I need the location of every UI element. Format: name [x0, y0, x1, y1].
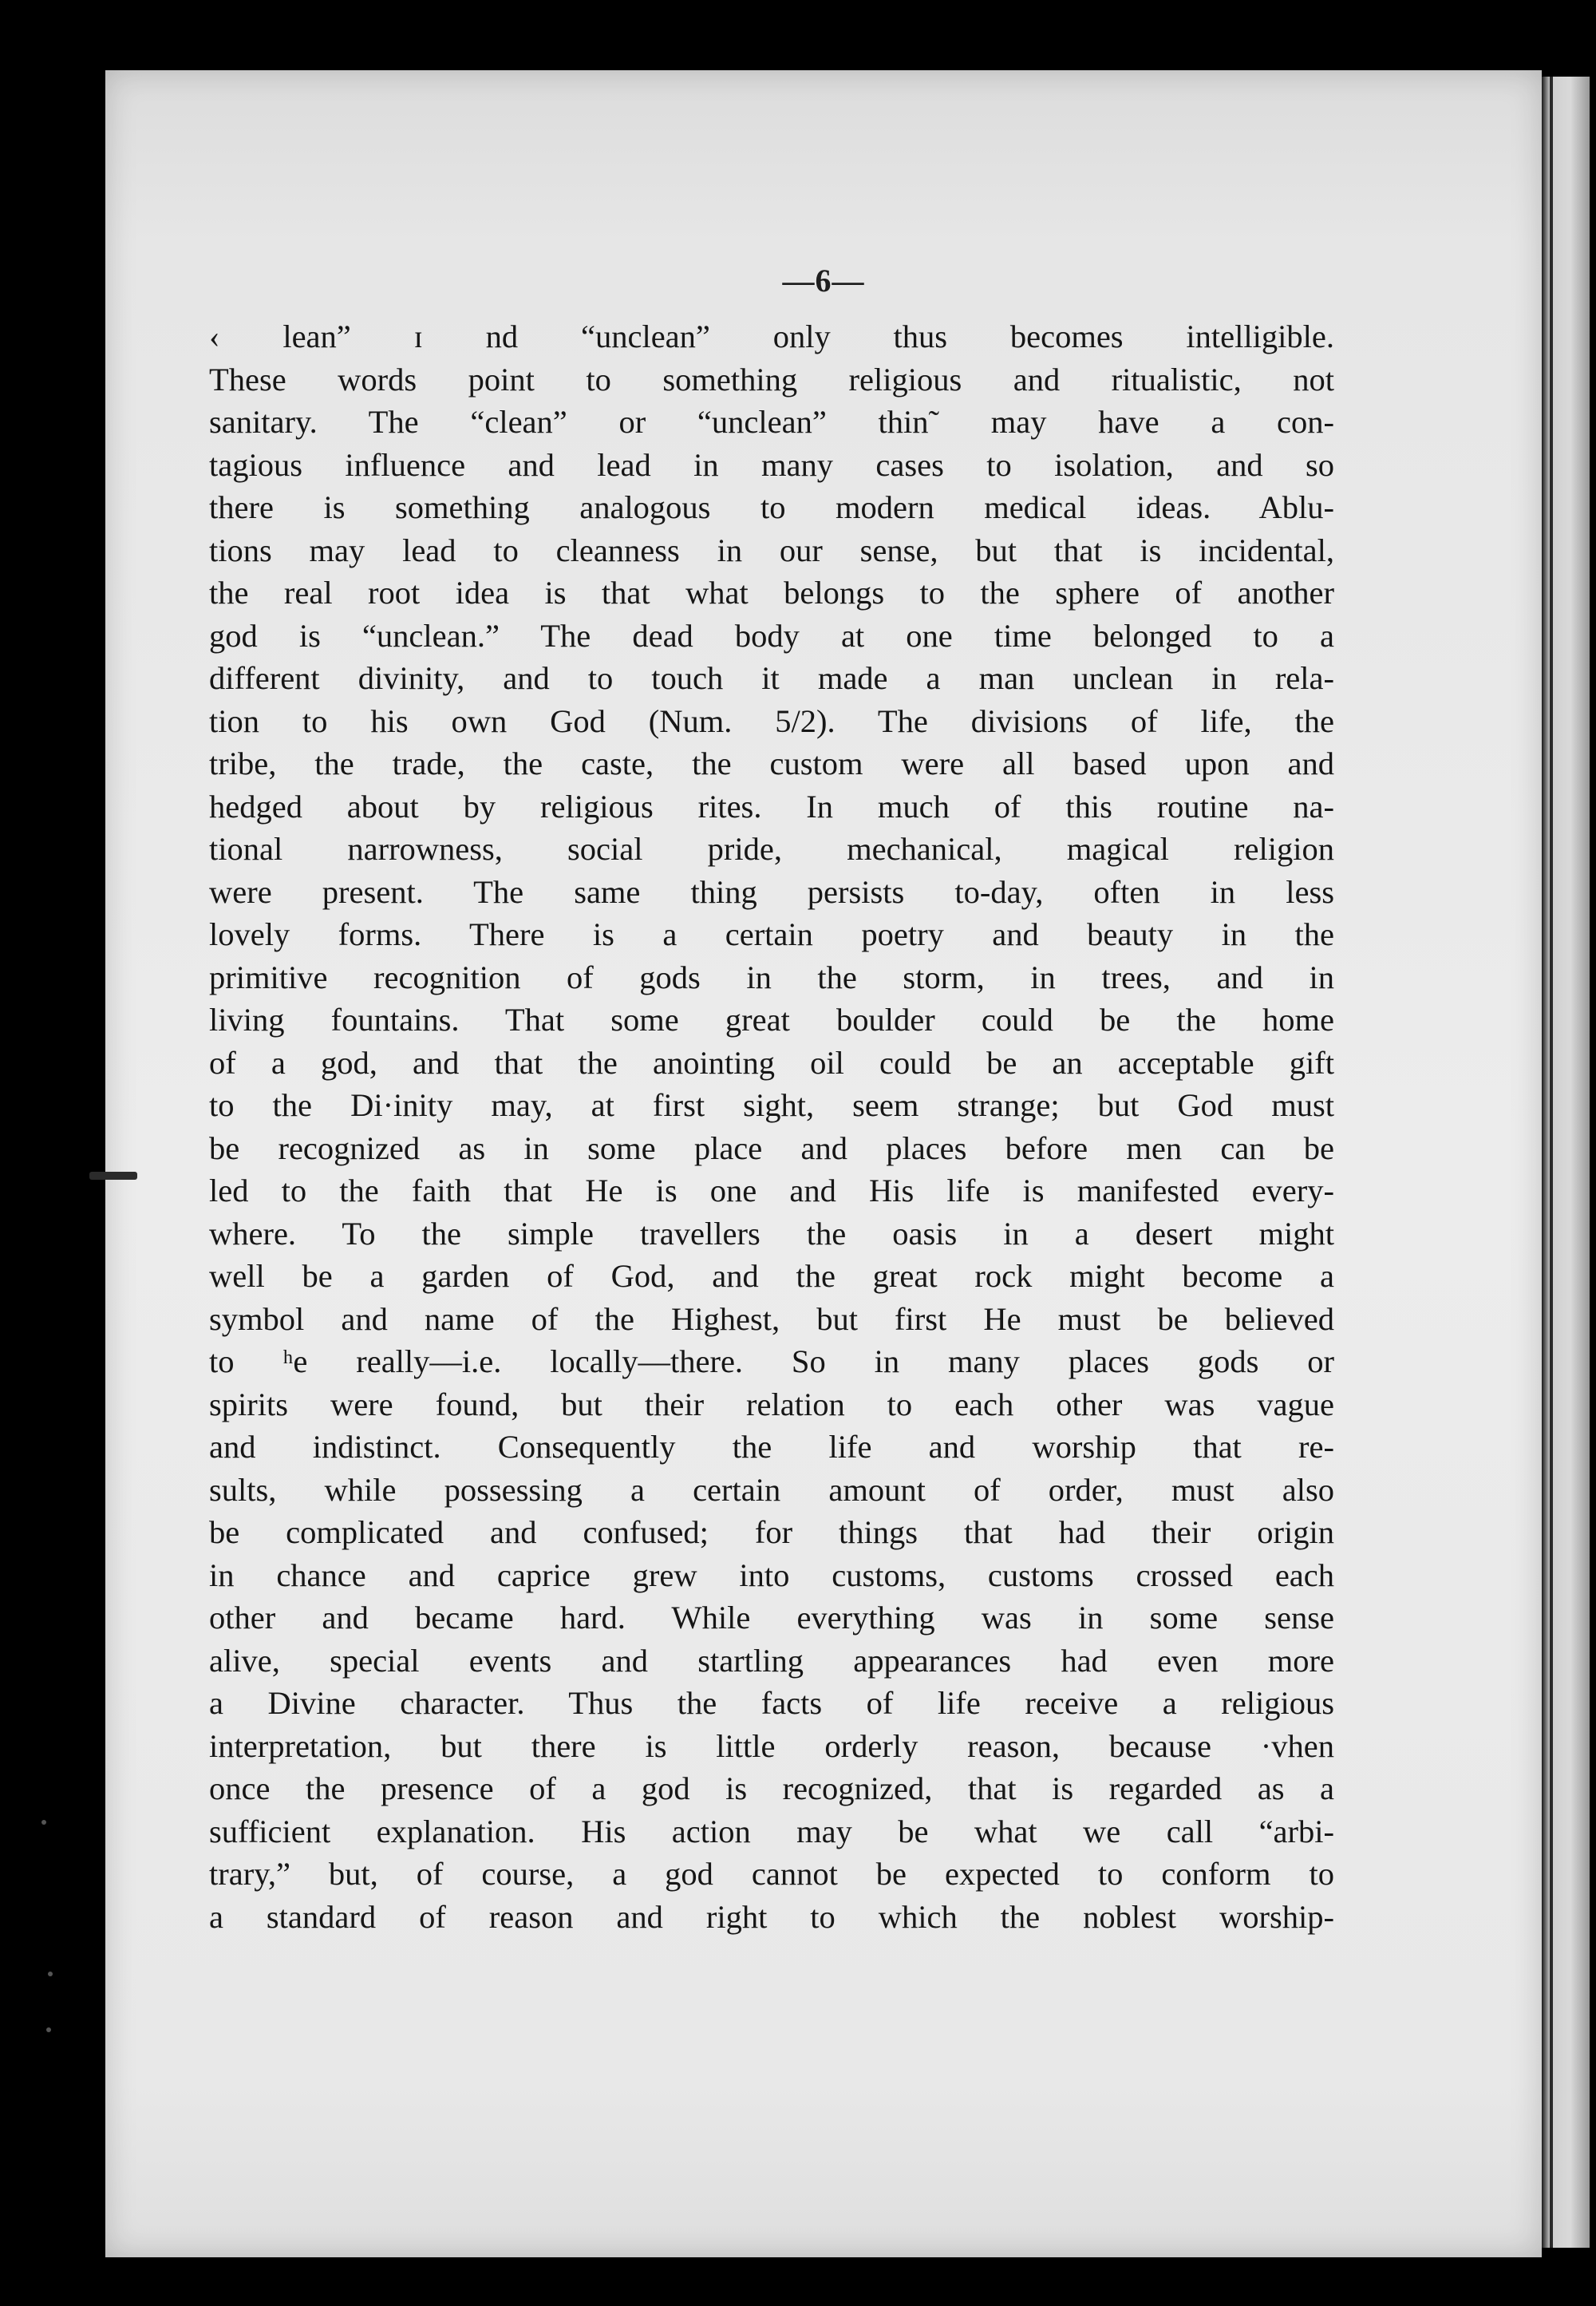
text-line: tagious influence and lead in many cases to isolation, and so	[209, 446, 1334, 483]
text-line: spirits were found, but their relation to each other was vague	[209, 1386, 1334, 1422]
text-line: be recognized as in some place and places before men can be	[209, 1129, 1334, 1166]
text-line: tribe, the trade, the caste, the custom were all based upon and	[209, 746, 1334, 781]
text-line: the real root idea is that what belongs to the sphere of another	[209, 575, 1334, 611]
text-line: in chance and caprice grew into customs, customs crossed each	[209, 1556, 1334, 1593]
text-line: were present. The same thing persists to-day, often in less	[209, 873, 1334, 910]
text-line: trary,” but, of course, a god cannot be expected to conform to	[209, 1856, 1334, 1892]
scan-speck	[41, 1820, 46, 1825]
text-line: These words point to something religious and ritualistic, not	[209, 361, 1334, 398]
page-fold-line	[1550, 77, 1553, 2248]
text-line: of a god, and that the anointing oil could be an acceptable gift	[209, 1044, 1334, 1081]
text-line: ‹ lean” ɪ nd “unclean” only thus becomes intelligible.	[209, 318, 1334, 354]
page-number: —6—	[782, 263, 865, 299]
text-line: primitive recognition of gods in the storm, in trees, and in	[209, 959, 1334, 995]
scan-speck	[48, 1972, 53, 1976]
text-line: alive, special events and startling appearances had even more	[209, 1642, 1334, 1679]
text-line: living fountains. That some great boulder could be the home	[209, 1002, 1334, 1038]
text-line: there is something analogous to modern medical ideas. Ablu-	[209, 489, 1334, 525]
text-line: to ʰe really—i.e. locally—there. So in many places gods or	[209, 1343, 1334, 1379]
text-line: be complicated and confused; for things that had their origin	[209, 1514, 1334, 1550]
text-line: interpretation, but there is little orderly reason, because ·vhen	[209, 1727, 1334, 1764]
text-line: other and became hard. While everything was in some sense	[209, 1600, 1334, 1636]
body-text	[209, 315, 1334, 1938]
text-line: tional narrowness, social pride, mechanical, magical religion	[209, 831, 1334, 867]
text-line: symbol and name of the Highest, but first He must be believed	[209, 1300, 1334, 1337]
text-line: god is “unclean.” The dead body at one time belonged to a	[209, 617, 1334, 654]
text-line: a Divine character. Thus the facts of life receive a religious	[209, 1685, 1334, 1721]
text-line: hedged about by religious rites. In much of this routine na-	[209, 788, 1334, 825]
margin-mark	[89, 1172, 137, 1180]
scan-speck	[46, 2027, 51, 2032]
text-line: a standard of reason and right to which the noblest worship-	[209, 1898, 1334, 1935]
text-line: once the presence of a god is recognized, that is regarded as a	[209, 1770, 1334, 1806]
text-line: sults, while possessing a certain amount of order, must also	[209, 1471, 1334, 1508]
text-line: different divinity, and to touch it made a man unclean in rela-	[209, 660, 1334, 696]
text-line: well be a garden of God, and the great rock might become a	[209, 1258, 1334, 1294]
text-line: led to the faith that He is one and His life is manifested every-	[209, 1173, 1334, 1208]
text-line: lovely forms. There is a certain poetry and beauty in the	[209, 916, 1334, 952]
text-line: to the Di·inity may, at first sight, seem strange; but God must	[209, 1087, 1334, 1123]
text-line: tions may lead to cleanness in our sense, but that is incidental,	[209, 532, 1334, 568]
text-line: sanitary. The “clean” or “unclean” thin˜ may have a con-	[209, 404, 1334, 440]
text-line: sufficient explanation. His action may be what we call “arbi-	[209, 1813, 1334, 1849]
text-line: tion to his own God (Num. 5/2). The divisions of life, the	[209, 702, 1334, 739]
text-line: where. To the simple travellers the oasis in a desert might	[209, 1215, 1334, 1252]
text-line: and indistinct. Consequently the life and worship that re-	[209, 1429, 1334, 1465]
adjacent-page-edge	[1542, 77, 1590, 2248]
